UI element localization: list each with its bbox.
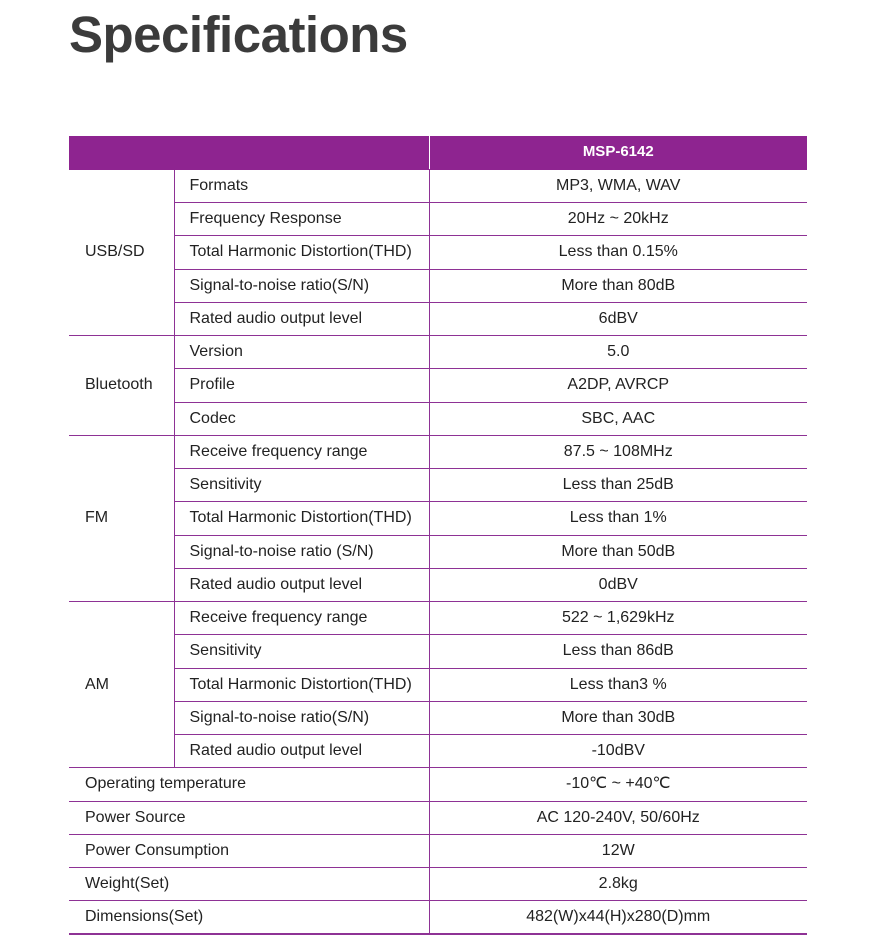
spec-value: SBC, AAC	[429, 402, 807, 435]
spec-label: Total Harmonic Distortion(THD)	[174, 236, 429, 269]
table-row	[69, 469, 807, 502]
table-row	[69, 901, 807, 934]
spec-value: Less than 0.15%	[429, 236, 807, 269]
spec-value: 522 ~ 1,629kHz	[429, 602, 807, 635]
general-value: -10℃ ~ +40℃	[429, 768, 807, 801]
spec-value: More than 80dB	[429, 269, 807, 302]
table-row	[69, 834, 807, 867]
spec-label: Codec	[174, 402, 429, 435]
spec-value: A2DP, AVRCP	[429, 369, 807, 402]
spec-value: Less than 25dB	[429, 469, 807, 502]
spec-label: Frequency Response	[174, 203, 429, 236]
category-bluetooth: Bluetooth	[69, 336, 174, 436]
spec-value: MP3, WMA, WAV	[429, 169, 807, 202]
model-header: MSP-6142	[429, 136, 807, 169]
table-row	[69, 602, 807, 635]
table-row	[69, 535, 807, 568]
table-row	[69, 502, 807, 535]
page-title: Specifications	[69, 6, 408, 63]
table-row	[69, 369, 807, 402]
general-label: Weight(Set)	[69, 868, 429, 901]
spec-label: Rated audio output level	[174, 568, 429, 601]
general-value: 2.8kg	[429, 868, 807, 901]
spec-value: More than 50dB	[429, 535, 807, 568]
spec-label: Receive frequency range	[174, 602, 429, 635]
spec-label: Profile	[174, 369, 429, 402]
table-row	[69, 735, 807, 768]
spec-table	[69, 136, 807, 935]
category-fm: FM	[69, 435, 174, 601]
table-row	[69, 402, 807, 435]
category-am: AM	[69, 602, 174, 768]
spec-value: 87.5 ~ 108MHz	[429, 435, 807, 468]
table-row	[69, 336, 807, 369]
spec-label: Signal-to-noise ratio(S/N)	[174, 701, 429, 734]
general-label: Power Source	[69, 801, 429, 834]
table-row	[69, 668, 807, 701]
spec-value: 0dBV	[429, 568, 807, 601]
spec-label: Rated audio output level	[174, 302, 429, 335]
spec-value: Less than 1%	[429, 502, 807, 535]
spec-label: Sensitivity	[174, 469, 429, 502]
table-header-row	[69, 136, 807, 169]
spec-value: 5.0	[429, 336, 807, 369]
general-value: AC 120-240V, 50/60Hz	[429, 801, 807, 834]
table-row	[69, 302, 807, 335]
table-row	[69, 269, 807, 302]
spec-value: Less than 86dB	[429, 635, 807, 668]
general-value: 482(W)x44(H)x280(D)mm	[429, 901, 807, 934]
spec-label: Version	[174, 336, 429, 369]
table-row	[69, 635, 807, 668]
spec-label: Rated audio output level	[174, 735, 429, 768]
spec-label: Signal-to-noise ratio(S/N)	[174, 269, 429, 302]
category-usb-sd: USB/SD	[69, 169, 174, 335]
general-value: 12W	[429, 834, 807, 867]
table-row	[69, 701, 807, 734]
spec-label: Formats	[174, 169, 429, 202]
spec-value: Less than3 %	[429, 668, 807, 701]
spec-label: Receive frequency range	[174, 435, 429, 468]
table-row	[69, 568, 807, 601]
spec-value: -10dBV	[429, 735, 807, 768]
spec-label: Sensitivity	[174, 635, 429, 668]
spec-label: Signal-to-noise ratio (S/N)	[174, 535, 429, 568]
general-label: Dimensions(Set)	[69, 901, 429, 934]
table-row	[69, 768, 807, 801]
table-row	[69, 435, 807, 468]
spec-value: More than 30dB	[429, 701, 807, 734]
table-row	[69, 801, 807, 834]
spec-label: Total Harmonic Distortion(THD)	[174, 502, 429, 535]
spec-value: 20Hz ~ 20kHz	[429, 203, 807, 236]
table-row	[69, 868, 807, 901]
spec-label: Total Harmonic Distortion(THD)	[174, 668, 429, 701]
general-label: Operating temperature	[69, 768, 429, 801]
table-row	[69, 203, 807, 236]
general-label: Power Consumption	[69, 834, 429, 867]
table-row	[69, 169, 807, 202]
spec-value: 6dBV	[429, 302, 807, 335]
header-blank-cell	[69, 136, 429, 169]
table-row	[69, 236, 807, 269]
